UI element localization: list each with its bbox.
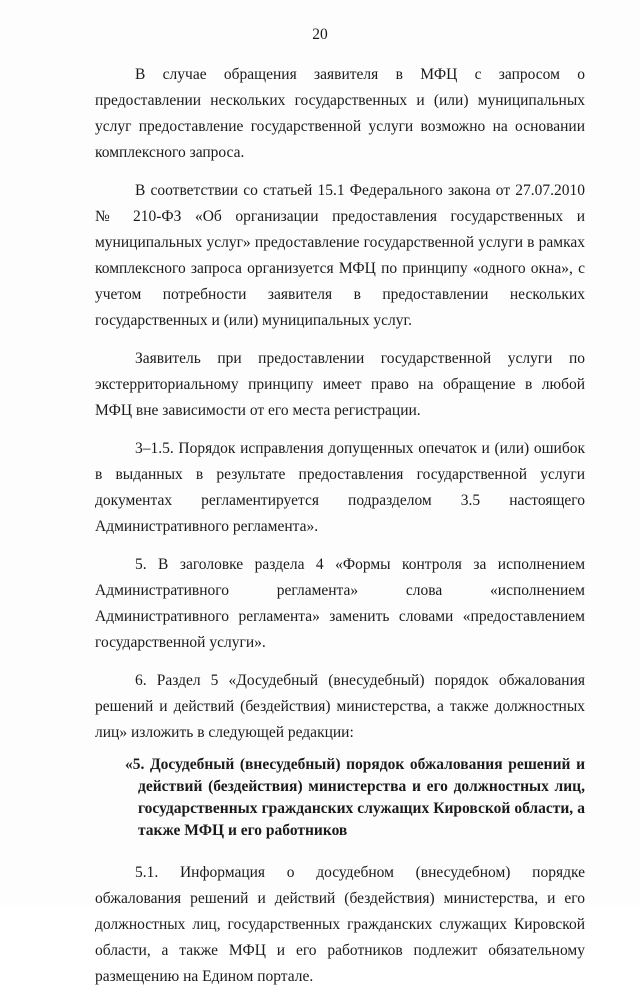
section-heading-wrap [117, 754, 585, 842]
paragraph-error-correction: 3–1.5. Порядок исправления допущенных опечаток и (или) ошибок в выданных в результате предоставления государственной услуги документах регламентируется подразделом 3.5 настоящего Административного регламента». [95, 440, 585, 535]
paragraph-complex-request: В случае обращения заявителя в МФЦ с запросом о предоставлении нескольких государственных и (или) муниципальных услуг предоставление государственной услуги возможно на основании комплексного запроса. [95, 66, 585, 161]
paragraph-5-1: 5.1. Информация о досудебном (внесудебном) порядке обжалования решений и действий (бездействия) министерства, и его должностных лиц, государственных гражданских служащих Кировской области, а также МФЦ и его работников подлежит обязательному размещению на Едином портале. [95, 864, 585, 985]
section-5-heading: «5. Досудебный (внесудебный) порядок обжалования решений и действий (бездействия) министерства и его должностных лиц, государственных гражданских служащих Кировской области, а также МФЦ и его работников [125, 756, 585, 839]
page-number: 20 [312, 26, 328, 43]
document-body [95, 62, 585, 1002]
paragraph-extraterritorial: Заявитель при предоставлении государственной услуги по экстерриториальному принципу имеет право на обращение в любой МФЦ вне зависимости от его места регистрации. [95, 350, 585, 419]
paragraph-federal-law: В соответствии со статьей 15.1 Федерального закона от 27.07.2010 № 210-ФЗ «Об организации предоставления государственных и муниципальных услуг» предоставление государственной услуги в рамках комплексного запроса организуется МФЦ по принципу «одного окна», с учетом потребности заявителя в предоставлении нескольких государственных и (или) муниципальных услуг. [95, 182, 585, 329]
paragraph-section-5-intro: 6. Раздел 5 «Досудебный (внесудебный) порядок обжалования решений и действий (бездействия) министерства, а также должностных лиц» изложить в следующей редакции: [95, 672, 585, 741]
paragraph-section-4-title: 5. В заголовке раздела 4 «Формы контроля за исполнением Административного регламента» слова «исполнением Административного регламента» заменить словами «предоставлением государственной услуги». [95, 556, 585, 651]
